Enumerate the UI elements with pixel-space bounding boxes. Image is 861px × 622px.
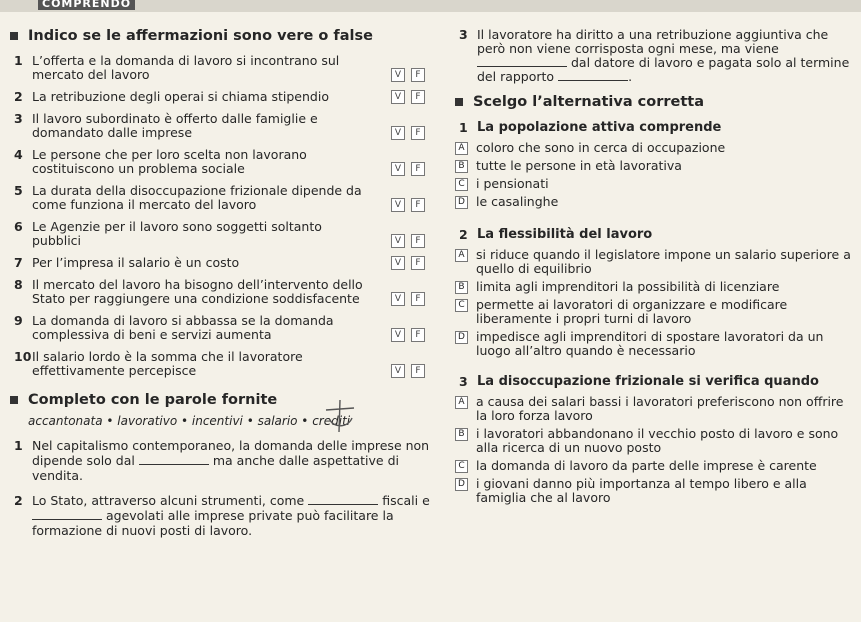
fill-blank[interactable] [308,494,378,505]
true-checkbox[interactable]: V [391,162,405,176]
option-letter[interactable]: D [455,478,468,491]
header-label: COMPRENDO [38,0,135,10]
false-checkbox[interactable]: F [411,198,425,212]
fill-text-before: Nel capitalismo contemporaneo, la domanda delle imprese non dipende solo dal [32,438,430,468]
option-letter[interactable]: D [455,196,468,209]
fill-text-mid1: fiscali [382,493,419,508]
tf-number: 10 [14,349,32,364]
option-row[interactable] [455,477,855,505]
option-text: le casalinghe [476,194,559,209]
tf-item-3-continued [455,28,855,84]
true-checkbox[interactable]: V [391,364,405,378]
false-checkbox[interactable]: F [411,234,425,248]
tf-number: 2 [14,89,23,104]
false-checkbox[interactable]: F [411,162,425,176]
tf-options [391,256,425,270]
tf-options [391,292,425,306]
option-text: limita agli imprenditori la possibilità di licenziare [476,279,780,294]
option-row[interactable] [455,459,855,473]
false-checkbox[interactable]: F [411,328,425,342]
false-checkbox[interactable]: F [411,364,425,378]
tf-text: La domanda di lavoro si abbassa se la domanda complessiva di beni e servizi aumenta [32,313,334,342]
tf-item-8 [10,278,435,306]
option-text: a causa dei salari bassi i lavoratori preferiscono non offrire la loro forza lavoro [476,394,844,423]
tf-text: Il mercato del lavoro ha bisogno dell’intervento dello Stato per raggiungere una condizione soddisfacente [32,277,363,306]
handwritten-mark-icon [320,396,360,436]
tf-text: Le Agenzie per il lavoro sono soggetti soltanto pubblici [32,219,322,248]
bullet-square-icon [10,396,18,404]
option-letter[interactable]: A [455,396,468,409]
fill-number: 2 [14,493,23,508]
tf-text: Le persone che per loro scelta non lavorano costituiscono un problema sociale [32,147,307,176]
tf-number: 4 [14,147,23,162]
mc-title-text: Scelgo l’alternativa corretta [473,94,705,110]
false-checkbox[interactable]: F [411,256,425,270]
question-text: La flessibilità del lavoro [477,227,653,242]
fill-item-1 [10,438,435,483]
tf-item-9 [10,314,435,342]
mc-section-title [455,94,855,110]
question-text: La disoccupazione frizionale si verifica quando [477,374,819,389]
tf-text: La retribuzione degli operai si chiama stipendio [32,89,329,104]
tf-item-6 [10,220,435,248]
tf-number: 5 [14,183,23,198]
item-number: 3 [459,27,468,42]
option-letter[interactable]: A [455,249,468,262]
option-text: i giovani danno più importanza al tempo libero e alla famiglia che al lavoro [476,476,807,505]
option-letter[interactable]: C [455,460,468,473]
option-row[interactable] [455,248,855,276]
true-checkbox[interactable]: V [391,90,405,104]
word-bank: accantonata • lavorativo • incentivi • salario • crediti [28,414,351,428]
option-text: si riduce quando il legislatore impone un salario superiore a quello di equilibrio [476,247,851,276]
fill-blank[interactable] [32,509,102,520]
option-row[interactable] [455,177,855,191]
fill-number: 1 [14,438,23,453]
option-text: tutte le persone in età lavorativa [476,158,682,173]
tf-text: L’offerta e la domanda di lavoro si incontrano sul mercato del lavoro [32,53,340,82]
tf-text: Il lavoro subordinato è offerto dalle famiglie e domandato dalle imprese [32,111,318,140]
option-text: i lavoratori abbandonano il vecchio posto di lavoro e sono alla ricerca di un nuovo posto [476,426,839,455]
false-checkbox[interactable]: F [411,292,425,306]
option-row[interactable] [455,330,855,358]
tf-options [391,126,425,140]
question-1-title [455,120,855,135]
true-checkbox[interactable]: V [391,198,405,212]
option-row[interactable] [455,141,855,155]
true-checkbox[interactable]: V [391,328,405,342]
question-number: 3 [459,374,468,389]
true-checkbox[interactable]: V [391,126,405,140]
fill-title-text: Completo con le parole fornite [28,392,278,408]
question-text: La popolazione attiva comprende [477,120,722,135]
tf-number: 8 [14,277,23,292]
tf-number: 3 [14,111,23,126]
option-text: coloro che sono in cerca di occupazione [476,140,726,155]
tf-options [391,90,425,104]
option-text: impedisce agli imprenditori di spostare lavoratori da un luogo all’altro quando è necessario [476,329,824,358]
tf-item-5 [10,184,435,212]
tf-item-10 [10,350,435,378]
option-text: la domanda di lavoro da parte delle imprese è carente [476,458,817,473]
option-letter[interactable]: B [455,428,468,441]
option-letter[interactable]: C [455,299,468,312]
tf-options [391,234,425,248]
tf-text: Per l’impresa il salario è un costo [32,255,240,270]
tf-item-2 [10,90,435,104]
tf-section-title [10,28,435,44]
tf-text: Il salario lordo è la somma che il lavoratore effettivamente percepisce [32,349,303,378]
option-row[interactable] [455,159,855,173]
item3-before: Il lavoratore ha diritto a una retribuzione aggiuntiva che però non viene corrisposta ogni mese, ma viene [477,27,829,56]
option-letter[interactable]: B [455,160,468,173]
tf-options [391,328,425,342]
left-column [10,28,435,548]
option-row[interactable] [455,298,855,326]
fill-text-before: Lo Stato, attraverso alcuni strumenti, come [32,493,305,508]
tf-options [391,162,425,176]
question-number: 1 [459,120,468,135]
option-text: i pensionati [476,176,549,191]
tf-item-1 [10,54,435,82]
false-checkbox[interactable]: F [411,68,425,82]
header-band [0,0,861,12]
item3-mid: dal datore di lavoro e pagata solo al termine del rapporto [477,55,850,84]
tf-text: La durata della disoccupazione frizionale dipende da come funziona il mercato del lavoro [32,183,362,212]
tf-item-4 [10,148,435,176]
fill-item-2 [10,493,435,538]
true-checkbox[interactable]: V [391,68,405,82]
true-checkbox[interactable]: V [391,256,405,270]
tf-number: 7 [14,255,23,270]
tf-options [391,68,425,82]
option-letter[interactable]: D [455,331,468,344]
fill-blank[interactable] [139,454,209,465]
tf-item-7 [10,256,435,270]
false-checkbox[interactable]: F [411,126,425,140]
tf-item-3 [10,112,435,140]
false-checkbox[interactable]: F [411,90,425,104]
option-letter[interactable]: A [455,142,468,155]
fill-text-mid2: e [422,493,430,508]
tf-title-text: Indico se le affermazioni sono vere o false [28,28,373,44]
right-column [455,28,855,509]
bullet-square-icon [10,32,18,40]
option-text: permette ai lavoratori di organizzare e modificare liberamente i propri turni di lavoro [476,297,788,326]
fill-text-after: ma anche dalle aspettative di vendita. [32,453,400,483]
option-row[interactable] [455,195,855,209]
fill-blank[interactable] [558,70,628,81]
true-checkbox[interactable]: V [391,234,405,248]
option-row[interactable] [455,280,855,294]
question-2-title [455,227,855,242]
tf-number: 6 [14,219,23,234]
tf-options [391,198,425,212]
option-letter[interactable]: C [455,178,468,191]
option-letter[interactable]: B [455,281,468,294]
tf-options [391,364,425,378]
item3-end: . [628,69,633,84]
fill-blank[interactable] [477,56,567,67]
true-checkbox[interactable]: V [391,292,405,306]
tf-number: 9 [14,313,23,328]
bullet-square-icon [455,98,463,106]
option-row[interactable] [455,427,855,455]
fill-text-after: agevolati alle imprese private può facilitare la formazione di nuovi posti di lavoro. [32,508,394,538]
fill-section-title [10,392,435,408]
question-3-title [455,374,855,389]
tf-number: 1 [14,53,23,68]
option-row[interactable] [455,395,855,423]
question-number: 2 [459,227,468,242]
